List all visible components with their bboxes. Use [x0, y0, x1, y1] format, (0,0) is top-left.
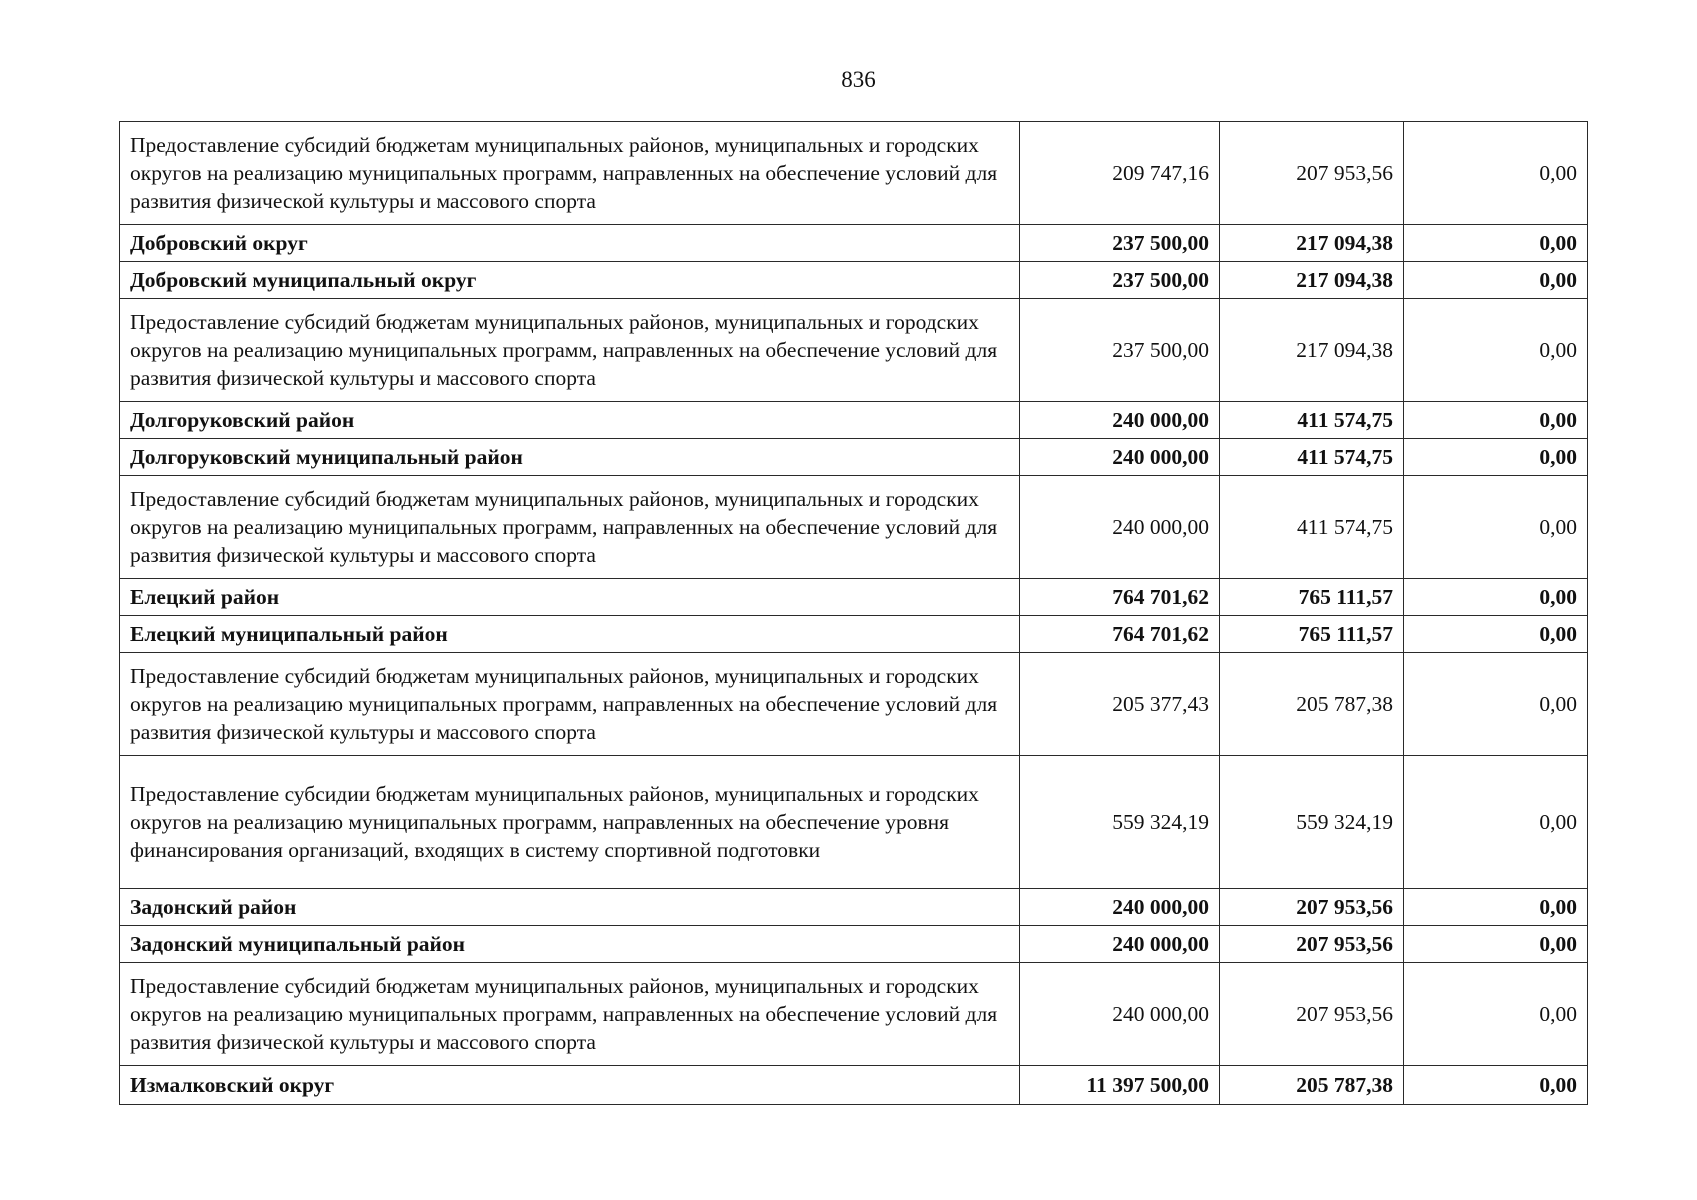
row-value-3: 0,00 [1404, 889, 1588, 926]
row-name: Предоставление субсидий бюджетам муниципальных районов, муниципальных и городских округов на реализацию муниципальных программ, направленных на обеспечение условий для развития физической культуры и массового спорта [120, 476, 1020, 579]
row-value-2: 217 094,38 [1220, 262, 1404, 299]
row-value-3: 0,00 [1404, 476, 1588, 579]
row-value-3: 0,00 [1404, 262, 1588, 299]
row-value-1: 237 500,00 [1020, 262, 1220, 299]
row-value-2: 765 111,57 [1220, 579, 1404, 616]
row-name: Предоставление субсидий бюджетам муниципальных районов, муниципальных и городских округов на реализацию муниципальных программ, направленных на обеспечение условий для развития физической культуры и массового спорта [120, 299, 1020, 402]
table-row [120, 1066, 1588, 1105]
row-value-2: 207 953,56 [1220, 889, 1404, 926]
row-value-2: 207 953,56 [1220, 926, 1404, 963]
row-value-2: 765 111,57 [1220, 616, 1404, 653]
table-row [120, 889, 1588, 926]
table-row [120, 579, 1588, 616]
row-value-1: 209 747,16 [1020, 122, 1220, 225]
row-value-3: 0,00 [1404, 653, 1588, 756]
row-value-3: 0,00 [1404, 439, 1588, 476]
row-name: Предоставление субсидий бюджетам муниципальных районов, муниципальных и городских округов на реализацию муниципальных программ, направленных на обеспечение условий для развития физической культуры и массового спорта [120, 653, 1020, 756]
row-value-2: 205 787,38 [1220, 1066, 1404, 1105]
row-value-3: 0,00 [1404, 402, 1588, 439]
table-row [120, 756, 1588, 889]
row-value-2: 217 094,38 [1220, 225, 1404, 262]
row-value-1: 240 000,00 [1020, 963, 1220, 1066]
row-value-3: 0,00 [1404, 756, 1588, 889]
row-value-1: 764 701,62 [1020, 616, 1220, 653]
row-value-1: 240 000,00 [1020, 402, 1220, 439]
row-value-1: 237 500,00 [1020, 225, 1220, 262]
row-value-3: 0,00 [1404, 926, 1588, 963]
table-row [120, 476, 1588, 579]
table-row [120, 262, 1588, 299]
row-value-1: 11 397 500,00 [1020, 1066, 1220, 1105]
page-number: 836 [841, 67, 876, 92]
row-value-1: 205 377,43 [1020, 653, 1220, 756]
row-value-3: 0,00 [1404, 1066, 1588, 1105]
row-value-1: 559 324,19 [1020, 756, 1220, 889]
row-name: Задонский муниципальный район [120, 926, 1020, 963]
row-value-2: 205 787,38 [1220, 653, 1404, 756]
row-value-3: 0,00 [1404, 616, 1588, 653]
row-name: Измалковский округ [120, 1066, 1020, 1105]
row-name: Елецкий муниципальный район [120, 616, 1020, 653]
row-value-1: 764 701,62 [1020, 579, 1220, 616]
table-row [120, 926, 1588, 963]
row-value-1: 240 000,00 [1020, 889, 1220, 926]
row-name: Добровский муниципальный округ [120, 262, 1020, 299]
row-value-2: 411 574,75 [1220, 439, 1404, 476]
row-value-2: 411 574,75 [1220, 476, 1404, 579]
table-row [120, 653, 1588, 756]
row-name: Добровский округ [120, 225, 1020, 262]
row-name: Предоставление субсидий бюджетам муниципальных районов, муниципальных и городских округов на реализацию муниципальных программ, направленных на обеспечение условий для развития физической культуры и массового спорта [120, 122, 1020, 225]
row-name: Предоставление субсидии бюджетам муниципальных районов, муниципальных и городских округов на реализацию муниципальных программ, направленных на обеспечение уровня финансирования организаций, входящих в систему спортивной подготовки [120, 756, 1020, 889]
row-value-1: 240 000,00 [1020, 476, 1220, 579]
row-value-2: 559 324,19 [1220, 756, 1404, 889]
budget-table [119, 121, 1588, 1105]
row-name: Елецкий район [120, 579, 1020, 616]
table-row [120, 963, 1588, 1066]
table-row [120, 225, 1588, 262]
table-row [120, 439, 1588, 476]
row-name: Долгоруковский район [120, 402, 1020, 439]
row-value-2: 217 094,38 [1220, 299, 1404, 402]
table-row [120, 402, 1588, 439]
row-value-2: 207 953,56 [1220, 963, 1404, 1066]
row-value-3: 0,00 [1404, 299, 1588, 402]
row-value-3: 0,00 [1404, 122, 1588, 225]
row-value-3: 0,00 [1404, 225, 1588, 262]
row-value-3: 0,00 [1404, 579, 1588, 616]
row-value-1: 240 000,00 [1020, 439, 1220, 476]
table-row [120, 616, 1588, 653]
row-value-2: 207 953,56 [1220, 122, 1404, 225]
table-row [120, 299, 1588, 402]
row-value-2: 411 574,75 [1220, 402, 1404, 439]
row-name: Задонский район [120, 889, 1020, 926]
row-name: Предоставление субсидий бюджетам муниципальных районов, муниципальных и городских округов на реализацию муниципальных программ, направленных на обеспечение условий для развития физической культуры и массового спорта [120, 963, 1020, 1066]
row-value-3: 0,00 [1404, 963, 1588, 1066]
table-row [120, 122, 1588, 225]
row-value-1: 237 500,00 [1020, 299, 1220, 402]
row-value-1: 240 000,00 [1020, 926, 1220, 963]
row-name: Долгоруковский муниципальный район [120, 439, 1020, 476]
